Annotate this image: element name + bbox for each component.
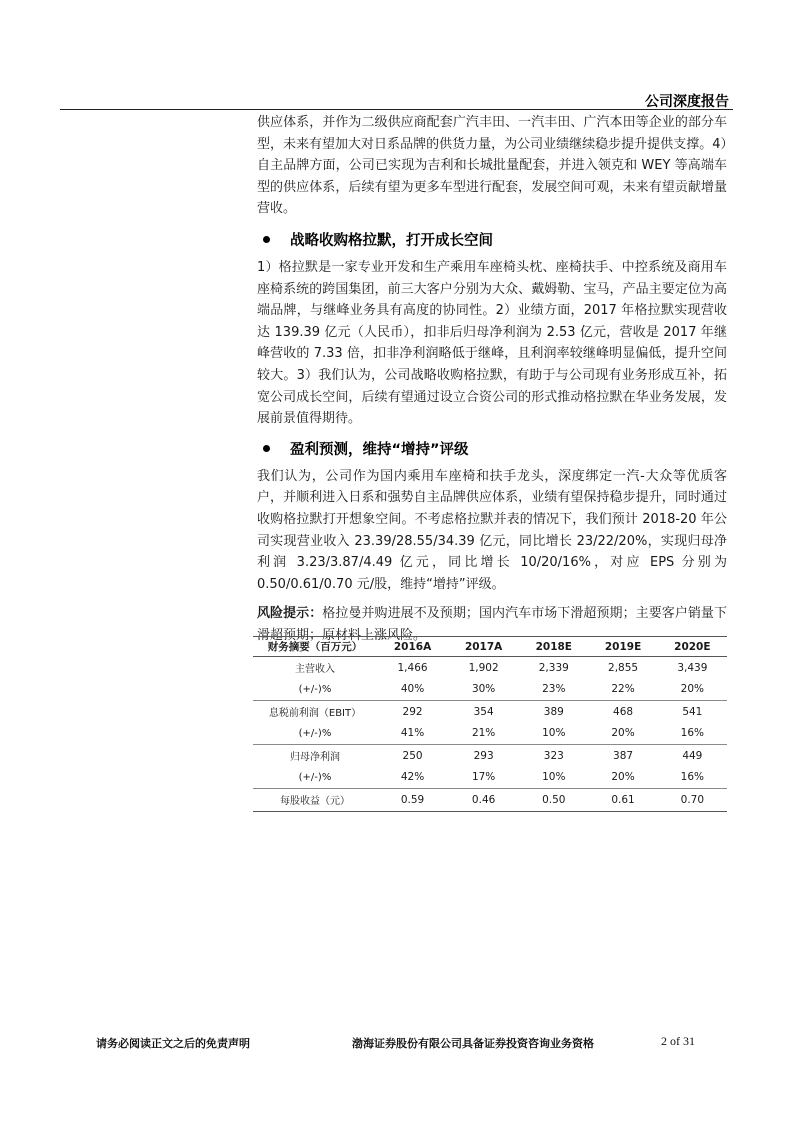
row-label: 主营收入 [295, 664, 335, 676]
table-cell: 2,855 [608, 661, 639, 674]
row-label: (+/-)% [298, 727, 332, 739]
table-cell: 387 [588, 745, 657, 767]
financial-summary-table [253, 636, 727, 812]
disclaimer-note: 请务必阅读正文之后的免责声明 [96, 1037, 250, 1050]
section-heading-acquisition-text: 战略收购格拉默，打开成长空间 [290, 233, 493, 250]
report-type-title: 公司深度报告 [645, 94, 729, 110]
table-cell: 1,466 [397, 661, 428, 674]
row-label: (+/-)% [298, 683, 332, 695]
table-cell: 16% [680, 727, 705, 740]
row-label: 息税前利润（EBIT） [253, 701, 377, 723]
table-cell: 3,439 [677, 661, 708, 674]
bullet-dot-icon [263, 236, 270, 243]
row-label: (+/-)% [298, 771, 332, 783]
table-cell: 40% [400, 683, 425, 696]
section-heading-forecast-text: 盈利预测，维持“增持”评级 [290, 442, 469, 459]
table-header-cell: 财务摘要（百万元） [253, 637, 377, 657]
table-header-cell: 2016A [377, 637, 448, 657]
page-number: 2 of 31 [661, 1034, 695, 1048]
table-cell: 323 [519, 745, 588, 767]
row-label: 归母净利润 [253, 745, 377, 767]
paragraph-supply-system: 供应体系，并作为二级供应商配套广汽丰田、一汽丰田、广汽本田等企业的部分车型，未来有望加大对日系品牌的供货力量，为公司业绩继续稳步提升提供支撑。4）自主品牌方面，公司已实现为吉利和长城批量配套，并进入领克和 WEY 等高端车型的供应体系，后续有望为更多车型进行配套，发展空间可观，未来有望贡献增量营收。 [257, 115, 727, 217]
table-cell: 10% [542, 771, 566, 784]
table-row [253, 767, 727, 789]
risk-text: 格拉曼并购进展不及预期；国内汽车市场下滑超预期；主要客户销量下滑超预期；原材料上涨风险。 [257, 606, 727, 643]
table-header-cell: 2017A [448, 637, 519, 657]
table-cell: 20% [611, 771, 635, 784]
table-cell: 389 [519, 701, 588, 723]
table-cell: 0.70 [658, 789, 727, 812]
section-heading-acquisition [263, 230, 727, 250]
table-cell: 41% [400, 727, 425, 740]
table-header-row [253, 637, 727, 657]
table-cell: 293 [448, 745, 519, 767]
table-row [253, 657, 727, 679]
table-cell: 0.61 [588, 789, 657, 812]
table-cell: 23% [542, 683, 566, 696]
row-label: 每股收益（元） [253, 789, 377, 812]
table-cell: 449 [658, 745, 727, 767]
table-cell: 30% [471, 683, 496, 696]
table-row [253, 789, 727, 812]
table-row [253, 745, 727, 767]
table-cell: 20% [611, 727, 635, 740]
table-row [253, 701, 727, 723]
table-cell: 0.59 [377, 789, 448, 812]
table-row [253, 723, 727, 745]
table-cell: 468 [588, 701, 657, 723]
table-cell: 1,902 [468, 661, 499, 674]
paragraph-forecast: 我们认为，公司作为国内乘用车座椅和扶手龙头，深度绑定一汽-大众等优质客户，并顺利进入日系和强势自主品牌供应体系，业绩有望保持稳步提升，同时通过收购格拉默打开想象空间。不考虑格拉默并表的情况下，我们预计 2018-20 年公司实现营业收入 23.39/28.55/34.39 亿元，同比增长 23/22/20%，实现归母净利润 3.23/3.87/4.49 亿元，同比增长 10/20/16%，对应 EPS 分别为 0.50/0.61/0.70 元/股，维持“增持”评级。 [257, 468, 727, 592]
body-content [257, 112, 727, 646]
table-cell: 0.50 [519, 789, 588, 812]
table-cell: 0.46 [448, 789, 519, 812]
table-cell: 292 [377, 701, 448, 723]
table-cell: 17% [471, 771, 496, 784]
bullet-dot-icon [263, 445, 270, 452]
table-cell: 250 [377, 745, 448, 767]
paragraph-grammer: 1）格拉默是一家专业开发和生产乘用车座椅头枕、座椅扶手、中控系统及商用车座椅系统的跨国集团，前三大客户分别为大众、戴姆勒、宝马，产品主要定位为高端品牌，与继峰业务具有高度的协同性。2）业绩方面，2017 年格拉默实现营收达 139.39 亿元（人民币），扣非后归母净利润为 2.53 亿元，营收是 2017 年继峰营收的 7.33 倍，扣非净利润略低于继峰，且利润率较继峰明显偏低，提升空间较大。3）我们认为，公司战略收购格拉默，有助于与公司现有业务形成互补，拓宽公司成长空间，后续有望通过设立合资公司的形式推动格拉默在华业务发展，发展前景值得期待。 [257, 259, 727, 427]
table-row [253, 679, 727, 701]
table-header-cell: 2019E [588, 637, 657, 657]
company-qualification-note: 渤海证券股份有限公司具备证券投资咨询业务资格 [352, 1037, 594, 1050]
table-cell: 21% [471, 727, 496, 740]
table-cell: 20% [680, 683, 705, 696]
table-cell: 354 [448, 701, 519, 723]
table-cell: 42% [400, 771, 425, 784]
table-cell: 22% [611, 683, 635, 696]
table-cell: 541 [658, 701, 727, 723]
section-heading-forecast [263, 439, 727, 459]
table-header-cell: 2020E [658, 637, 727, 657]
table-cell: 16% [680, 771, 705, 784]
table-header-cell: 2018E [519, 637, 588, 657]
table-cell: 10% [542, 727, 566, 740]
header-divider [60, 109, 733, 110]
table-cell: 2,339 [538, 661, 569, 674]
risk-label: 风险提示： [257, 606, 323, 622]
